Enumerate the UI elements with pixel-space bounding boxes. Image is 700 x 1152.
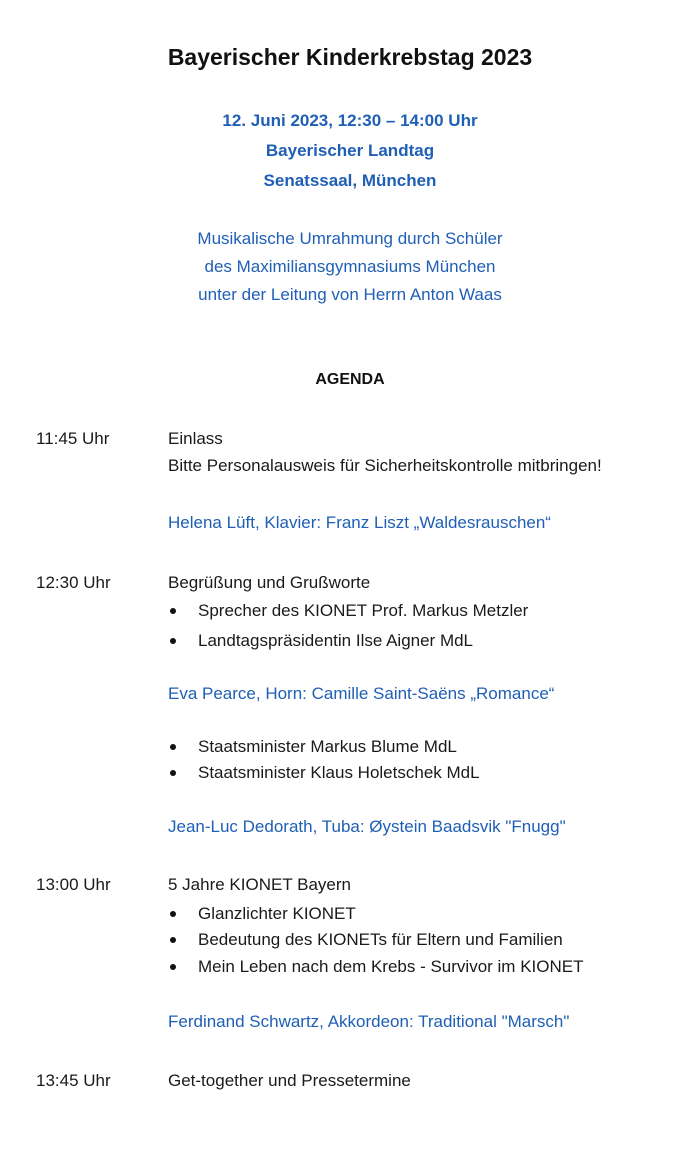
agenda-item-heading: Einlass bbox=[168, 429, 223, 448]
agenda-bullet bbox=[170, 631, 473, 651]
music-note-line-3: unter der Leitung von Herrn Anton Waas bbox=[198, 285, 502, 304]
agenda-bullet bbox=[170, 930, 563, 950]
performance-line: Ferdinand Schwartz, Akkordeon: Traditional "Marsch" bbox=[168, 1012, 570, 1031]
agenda-bullet bbox=[170, 763, 480, 783]
performance-line: Jean-Luc Dedorath, Tuba: Øystein Baadsvik "Fnugg" bbox=[168, 817, 566, 836]
agenda-item-heading: 5 Jahre KIONET Bayern bbox=[168, 875, 351, 894]
performance-line: Eva Pearce, Horn: Camille Saint-Saëns „Romance“ bbox=[168, 684, 555, 703]
bullet-icon bbox=[170, 964, 176, 970]
bullet-icon bbox=[170, 744, 176, 750]
bullet-icon bbox=[170, 770, 176, 776]
music-note-line-2: des Maximiliansgymnasiums München bbox=[204, 257, 496, 276]
agenda-bullet-text: Bedeutung des KIONETs für Eltern und Familien bbox=[198, 930, 563, 949]
bullet-icon bbox=[170, 638, 176, 644]
agenda-bullet bbox=[170, 957, 583, 977]
event-date-time: 12. Juni 2023, 12:30 – 14:00 Uhr bbox=[222, 111, 478, 130]
agenda-bullet-text: Staatsminister Klaus Holetschek MdL bbox=[198, 763, 480, 782]
agenda-time: 11:45 Uhr bbox=[36, 429, 110, 448]
agenda-time: 12:30 Uhr bbox=[36, 573, 111, 592]
agenda-bullet-text: Landtagspräsidentin Ilse Aigner MdL bbox=[198, 631, 474, 650]
agenda-bullet-text: Mein Leben nach dem Krebs - Survivor im KIONET bbox=[198, 957, 584, 976]
event-room: Senatssaal, München bbox=[263, 171, 437, 190]
agenda-bullet bbox=[170, 737, 457, 757]
event-venue: Bayerischer Landtag bbox=[265, 141, 435, 160]
agenda-bullet bbox=[170, 904, 356, 924]
agenda-heading: AGENDA bbox=[315, 371, 385, 388]
music-note-line-1: Musikalische Umrahmung durch Schüler bbox=[197, 229, 503, 248]
agenda-item-heading: Begrüßung und Grußworte bbox=[168, 573, 371, 592]
agenda-item-heading: Get-together und Pressetermine bbox=[168, 1071, 411, 1090]
agenda-time: 13:45 Uhr bbox=[36, 1071, 111, 1090]
agenda-time: 13:00 Uhr bbox=[36, 875, 111, 894]
agenda-bullet bbox=[170, 601, 528, 621]
agenda-bullet-text: Glanzlichter KIONET bbox=[198, 904, 356, 923]
page-title: Bayerischer Kinderkrebstag 2023 bbox=[167, 44, 533, 70]
bullet-icon bbox=[170, 937, 176, 943]
bullet-icon bbox=[170, 608, 176, 614]
agenda-bullet-text: Sprecher des KIONET Prof. Markus Metzler bbox=[198, 601, 529, 620]
agenda-bullet-text: Staatsminister Markus Blume MdL bbox=[198, 737, 457, 756]
bullet-icon bbox=[170, 911, 176, 917]
performance-line: Helena Lüft, Klavier: Franz Liszt „Waldesrauschen“ bbox=[168, 513, 551, 532]
agenda-item-text: Bitte Personalausweis für Sicherheitskontrolle mitbringen! bbox=[168, 456, 602, 475]
